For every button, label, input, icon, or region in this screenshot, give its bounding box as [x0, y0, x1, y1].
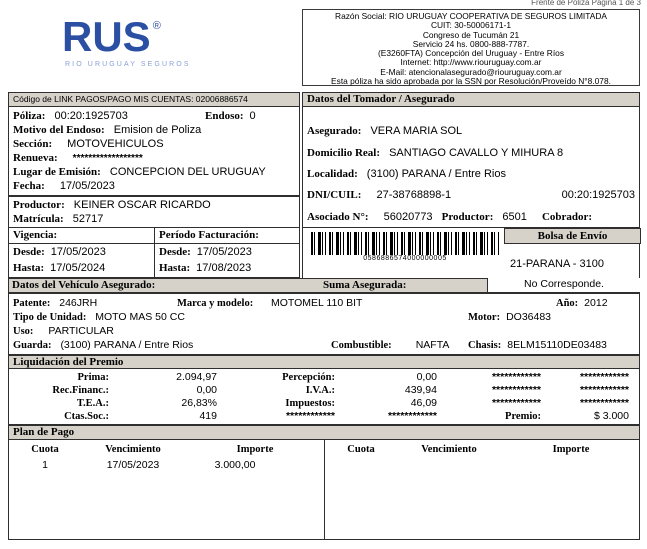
- facturacion-hasta-row: [155, 260, 299, 276]
- plan-pago-title: Plan de Pago: [13, 426, 75, 438]
- asociado-value: 56020773: [383, 211, 433, 223]
- domicilio-value: SANTIAGO CAVALLO Y MIHURA 8: [389, 147, 564, 159]
- policy-box: [8, 107, 300, 196]
- motivo-value: Emision de Poliza: [113, 124, 202, 136]
- matricula-label: Matrícula:: [13, 213, 64, 225]
- seccion-value: MOTOVEHICULOS: [67, 138, 164, 150]
- impuestos-value: 46,09: [410, 397, 437, 409]
- tea-value: 26,83%: [181, 397, 217, 409]
- company-email: E-Mail: atencionalasegurado@riouruguay.com.ar: [380, 66, 562, 77]
- vehiculo-title: Datos del Vehículo Asegurado:: [12, 279, 156, 291]
- envio-row: [302, 228, 640, 278]
- facturacion-desde-row: [155, 244, 299, 260]
- barcode-number: 0586886574000000005: [363, 255, 447, 262]
- tomador-title: Datos del Tomador / Asegurado: [307, 93, 455, 105]
- vigencia-hasta-label: Hasta:: [13, 262, 45, 274]
- facturacion-hasta-label: Hasta:: [159, 262, 191, 274]
- rec-financ-value: 0,00: [196, 384, 217, 396]
- impuestos-label: Impuestos:: [285, 398, 335, 409]
- field-matricula: [13, 213, 103, 225]
- bolsa-envio-value: 21-PARANA - 3100: [510, 258, 604, 270]
- field-motivo-endoso: [13, 124, 201, 136]
- motor-value: DO36483: [506, 311, 552, 323]
- guarda-label: Guarda:: [13, 340, 52, 351]
- dni-value: 27-38768898-1: [376, 189, 452, 201]
- asociado-productor-value: 6501: [502, 211, 527, 223]
- company-website: Internet: http://www.riouruguay.com.ar: [400, 57, 542, 68]
- chasis-label: Chasis:: [468, 340, 502, 351]
- productor-value: KEINER OSCAR RICARDO: [73, 199, 211, 211]
- premio-r1-stars-2: ************: [579, 371, 629, 383]
- premio-r4-stars-1: ************: [285, 410, 335, 422]
- plan-pago-right: [324, 440, 639, 539]
- facturacion-desde-label: Desde:: [159, 246, 191, 258]
- iva-label: I.V.A.:: [305, 385, 335, 396]
- field-seccion: [13, 138, 164, 150]
- plan-right-col-cuota: Cuota: [347, 444, 375, 455]
- patente-value: 246JRH: [59, 297, 98, 309]
- barcode-image: [311, 232, 499, 255]
- suma-asegurada-value: No Corresponde.: [488, 278, 640, 293]
- tomador-bar: [302, 92, 640, 107]
- company-razon-social: Razón Social: RIO URUGUAY COOPERATIVA DE SEGUROS LIMITADA: [335, 11, 607, 21]
- plan-row-cuota: 1: [42, 459, 48, 471]
- poliza-ref-value: 00:20:1925703: [561, 189, 635, 201]
- facturacion-desde-value: 17/05/2023: [196, 246, 252, 258]
- percepcion-value: 0,00: [416, 371, 437, 383]
- combustible-value: NAFTA: [415, 339, 450, 351]
- renueva-value: ******************: [72, 153, 143, 164]
- fecha-label: Fecha:: [13, 180, 45, 192]
- tipo-unidad-label: Tipo de Unidad:: [13, 312, 87, 323]
- patente-label: Patente:: [13, 298, 51, 309]
- field-domicilio: [307, 147, 563, 159]
- vigencia-column: [9, 228, 154, 277]
- tipo-unidad-value: MOTO MAS 50 CC: [95, 311, 185, 323]
- vehiculo-bar-gray: [8, 278, 488, 293]
- registered-trademark-icon: ®: [152, 20, 161, 32]
- plan-pago-table: [8, 440, 640, 540]
- premio-label: Premio:: [505, 411, 541, 422]
- marca-label: Marca y modelo:: [177, 298, 254, 309]
- poliza-value: 00:20:1925703: [54, 110, 128, 122]
- marca-value: MOTOMEL 110 BIT: [271, 297, 363, 309]
- company-ssn-note: Esta póliza ha sido aprobada por la SSN por Resolución/Proveído N°8.078.: [331, 76, 611, 87]
- plan-row-vencimiento: 17/05/2023: [106, 459, 160, 471]
- endoso-label: Endoso:: [205, 110, 244, 122]
- endoso-value: 0: [249, 110, 256, 122]
- company-location: (E3260FTA) Concepción del Uruguay - Entre Ríos: [377, 48, 565, 59]
- cobrador-label: Cobrador:: [541, 211, 593, 223]
- vigencia-facturacion-table: [8, 228, 300, 278]
- asegurado-label: Asegurado:: [307, 125, 362, 137]
- anio-value: 2012: [584, 297, 608, 309]
- vehiculo-row-3: [13, 325, 114, 337]
- plan-left-col-importe: Importe: [236, 444, 274, 455]
- premio-r2-stars-1: ************: [491, 384, 541, 396]
- premio-r4-stars-2: ************: [387, 410, 437, 422]
- motor-label: Motor:: [468, 312, 501, 323]
- field-dni-cuil: [307, 189, 635, 201]
- liquidacion-bar: [8, 355, 640, 369]
- vehiculo-bar: [8, 278, 640, 293]
- prima-label: Prima:: [77, 372, 109, 383]
- plan-right-col-vencimiento: Vencimiento: [421, 444, 477, 455]
- localidad-label: Localidad:: [307, 168, 358, 180]
- field-poliza: [13, 110, 256, 122]
- field-localidad: [307, 168, 506, 180]
- facturacion-column: [154, 228, 299, 277]
- motor-field: [468, 311, 551, 323]
- matricula-value: 52717: [72, 213, 104, 225]
- vigencia-title: Vigencia:: [9, 228, 154, 244]
- company-address: Congreso de Tucumán 21: [422, 29, 520, 40]
- percepcion-label: Percepción:: [282, 372, 335, 383]
- liquidacion-title: Liquidación del Premio: [13, 356, 124, 368]
- combustible-label: Combustible:: [331, 340, 392, 351]
- lugar-value: CONCEPCION DEL URUGUAY: [109, 166, 266, 178]
- rus-logo: [62, 13, 191, 68]
- vigencia-desde-value: 17/05/2023: [50, 246, 106, 258]
- plan-pago-bar: [8, 425, 640, 440]
- vehiculo-row-1: [13, 297, 608, 309]
- iva-value: 439,94: [404, 384, 437, 396]
- field-lugar-emision: [13, 166, 266, 178]
- field-asegurado: [307, 125, 462, 137]
- suma-asegurada-label: Suma Asegurada:: [323, 279, 407, 291]
- anio-field: [556, 297, 608, 309]
- lugar-label: Lugar de Emisión:: [13, 166, 101, 178]
- vehiculo-box: [8, 293, 640, 355]
- marca-field: [177, 297, 253, 309]
- asociado-label: Asociado N°:: [307, 211, 369, 223]
- field-fecha-emision: [13, 180, 115, 192]
- plan-left-col-cuota: Cuota: [31, 444, 59, 455]
- chasis-field: [468, 339, 607, 351]
- prima-value: 2.094,97: [176, 371, 217, 383]
- rus-logo-tagline: RIO URUGUAY SEGUROS: [65, 61, 191, 68]
- premio-r2-stars-2: ************: [579, 384, 629, 396]
- premio-value: $ 3.000: [593, 410, 629, 422]
- link-pagos-bar: [8, 92, 300, 107]
- vehiculo-row-2: [13, 311, 552, 323]
- asegurado-value: VERA MARIA SOL: [370, 125, 463, 137]
- plan-row-importe: 3.000,00: [214, 459, 256, 471]
- rec-financ-label: Rec.Financ.:: [52, 385, 109, 396]
- tea-label: T.E.A.:: [76, 398, 109, 409]
- guarda-value: (3100) PARANA / Entre Rios: [60, 339, 194, 351]
- chasis-value: 8ELM15110DE03483: [507, 339, 607, 351]
- field-asociado: [307, 211, 592, 223]
- plan-right-col-importe: Importe: [552, 444, 590, 455]
- rus-logo-text: RUS: [62, 13, 151, 60]
- productor-box: [8, 196, 300, 228]
- domicilio-label: Domicilio Real:: [307, 147, 381, 159]
- page-header-note: Frente de Poliza Página 1 de 3: [531, 0, 641, 7]
- ctas-soc-value: 419: [199, 410, 217, 422]
- field-endoso: [205, 110, 256, 122]
- motivo-label: Motivo del Endoso:: [13, 124, 105, 136]
- facturacion-hasta-value: 17/08/2023: [196, 262, 252, 274]
- seccion-label: Sección:: [13, 138, 53, 150]
- company-info-box: [302, 9, 640, 86]
- company-cuit: CUIT: 30-50006171-1: [430, 20, 512, 31]
- vigencia-desde-label: Desde:: [13, 246, 45, 258]
- renueva-label: Renueva:: [13, 152, 58, 164]
- rus-logo-row: [62, 13, 191, 60]
- anio-label: Año:: [556, 298, 579, 309]
- field-productor: [13, 199, 211, 211]
- ctas-soc-label: Ctas.Soc.:: [64, 411, 109, 422]
- asociado-productor-label: Productor:: [441, 211, 494, 223]
- link-pagos-text: Código de LINK PAGOS/PAGO MIS CUENTAS: 02006886574: [13, 94, 248, 104]
- vigencia-desde-row: [9, 244, 154, 260]
- dni-label: DNI/CUIL:: [307, 189, 362, 201]
- bolsa-envio-bar: Bolsa de Envío: [504, 228, 641, 244]
- facturacion-title: Período Facturación:: [155, 228, 299, 244]
- uso-label: Uso:: [13, 326, 34, 337]
- premio-r1-stars-1: ************: [491, 371, 541, 383]
- premio-table: [8, 369, 640, 425]
- combustible-field: [331, 339, 449, 351]
- localidad-value: (3100) PARANA / Entre Rios: [366, 168, 506, 180]
- fecha-value: 17/05/2023: [59, 180, 115, 192]
- tomador-box: [302, 107, 640, 228]
- plan-left-col-vencimiento: Vencimiento: [105, 444, 161, 455]
- vehiculo-row-4: [13, 339, 607, 351]
- uso-value: PARTICULAR: [48, 325, 114, 337]
- premio-r3-stars-1: ************: [491, 397, 541, 409]
- poliza-label: Póliza:: [13, 110, 46, 122]
- productor-label: Productor:: [13, 199, 65, 211]
- premio-r3-stars-2: ************: [579, 397, 629, 409]
- plan-pago-left: [9, 440, 324, 539]
- company-phone: Servicio 24 hs. 0800-888-7787.: [412, 38, 530, 49]
- field-renueva: [13, 152, 143, 164]
- vigencia-hasta-value: 17/05/2024: [50, 262, 106, 274]
- vigencia-hasta-row: [9, 260, 154, 276]
